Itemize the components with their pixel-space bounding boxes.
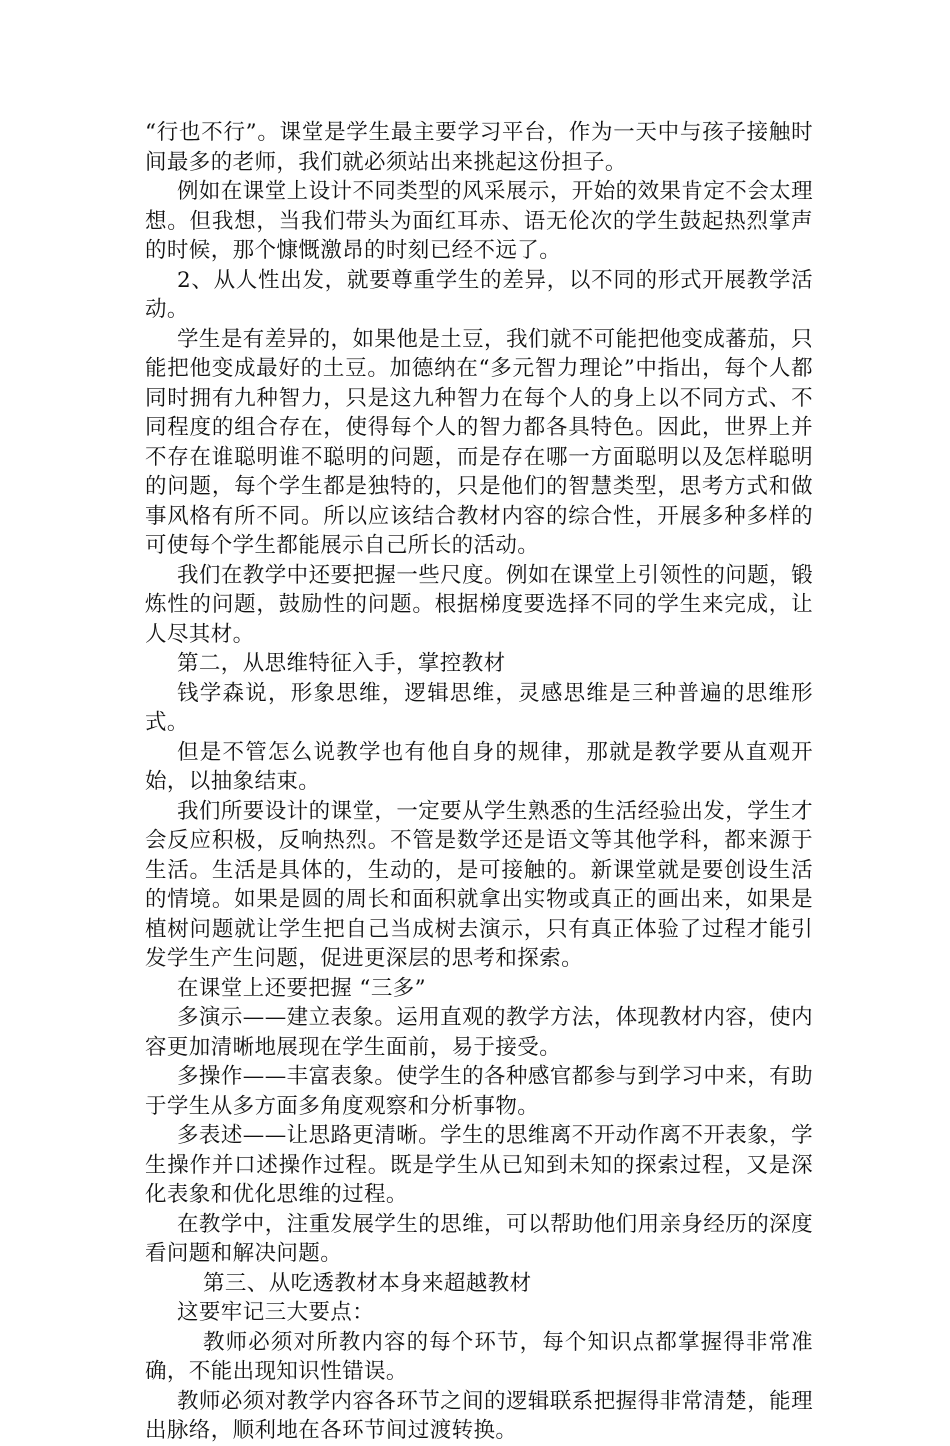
paragraph-express: 多表述——让思路更清晰。学生的思维离不开动作离不开表象，学生操作并口述操作过程。既是学生从已知到未知的探索过程，又是深化表象和优化思维的过程。 xyxy=(145,1123,813,1207)
paragraph-demonstrate: 多演示——建立表象。运用直观的教学方法，体现教材内容，使内容更加清晰地展现在学生面前，易于接受。 xyxy=(145,1005,813,1060)
paragraph-18: 教师必须对教学内容各环节之间的逻辑联系把握得非常清楚，能理出脉络，顺利地在各环节间过渡转换。 xyxy=(145,1388,813,1443)
section-heading-second: 第二，从思维特征入手，掌控教材 xyxy=(177,651,506,676)
paragraph-9: 我们所要设计的课堂，一定要从学生熟悉的生活经验出发，学生才会反应积极，反响热烈。不管是数学还是语文等其他学科，都来源于生活。生活是具体的，生动的，是可接触的。新课堂就是要创设生活的情境。如果是圆的周长和面积就拿出实物或真正的画出来，如果是植树问题就让学生把自己当成树去演示，只有真正体验了过程才能引发学生产生问题，促进更深层的思考和探索。 xyxy=(145,798,813,971)
document-body xyxy=(145,118,813,1446)
paragraph-8: 但是不管怎么说教学也有他自身的规律，那就是教学要从直观开始，以抽象结束。 xyxy=(145,739,813,794)
paragraph-1: “行也不行”。课堂是学生最主要学习平台，作为一天中与孩子接触时间最多的老师，我们就必须站出来挑起这份担子。 xyxy=(145,120,813,175)
paragraph-2: 例如在课堂上设计不同类型的风采展示，开始的效果肯定不会太理想。但我想，当我们带头为面红耳赤、语无伦次的学生鼓起热烈掌声的时候，那个慷慨激昂的时刻已经不远了。 xyxy=(145,179,813,263)
paragraph-16: 这要牢记三大要点： xyxy=(177,1300,375,1325)
paragraph-17: 教师必须对所教内容的每个环节，每个知识点都掌握得非常准确，不能出现知识性错误。 xyxy=(145,1329,813,1384)
paragraph-operate: 多操作——丰富表象。使学生的各种感官都参与到学习中来，有助于学生从多方面多角度观察和分析事物。 xyxy=(145,1064,813,1119)
paragraph-14: 在教学中，注重发展学生的思维，可以帮助他们用亲身经历的深度看问题和解决问题。 xyxy=(145,1211,813,1266)
paragraph-5: 我们在教学中还要把握一些尺度。例如在课堂上引领性的问题，锻炼性的问题，鼓励性的问题。根据梯度要选择不同的学生来完成，让人尽其材。 xyxy=(145,562,813,647)
paragraph-4: 学生是有差异的，如果他是土豆，我们就不可能把他变成蕃茄，只能把他变成最好的土豆。加德纳在“多元智力理论”中指出，每个人都同时拥有九种智力，只是这九种智力在每个人的身上以不同方式、不同程度的组合存在，使得每个人的智力都各具特色。因此，世界上并不存在谁聪明谁不聪明的问题，而是存在哪一方面聪明以及怎样聪明的问题，每个学生都是独特的，只是他们的智慧类型，思考方式和做事风格有所不同。所以应该结合教材内容的综合性，开展多种多样的可使每个学生都能展示自己所长的活动。 xyxy=(145,326,813,558)
paragraph-7: 钱学森说，形象思维，逻辑思维，灵感思维是三种普遍的思维形式。 xyxy=(145,680,813,735)
section-heading-humanity: 2、从人性出发，就要尊重学生的差异，以不同的形式开展教学活动。 xyxy=(145,267,813,322)
paragraph-three-more: 在课堂上还要把握 “三多” xyxy=(177,975,427,1001)
section-heading-third: 第三、从吃透教材本身来超越教材 xyxy=(203,1270,532,1296)
